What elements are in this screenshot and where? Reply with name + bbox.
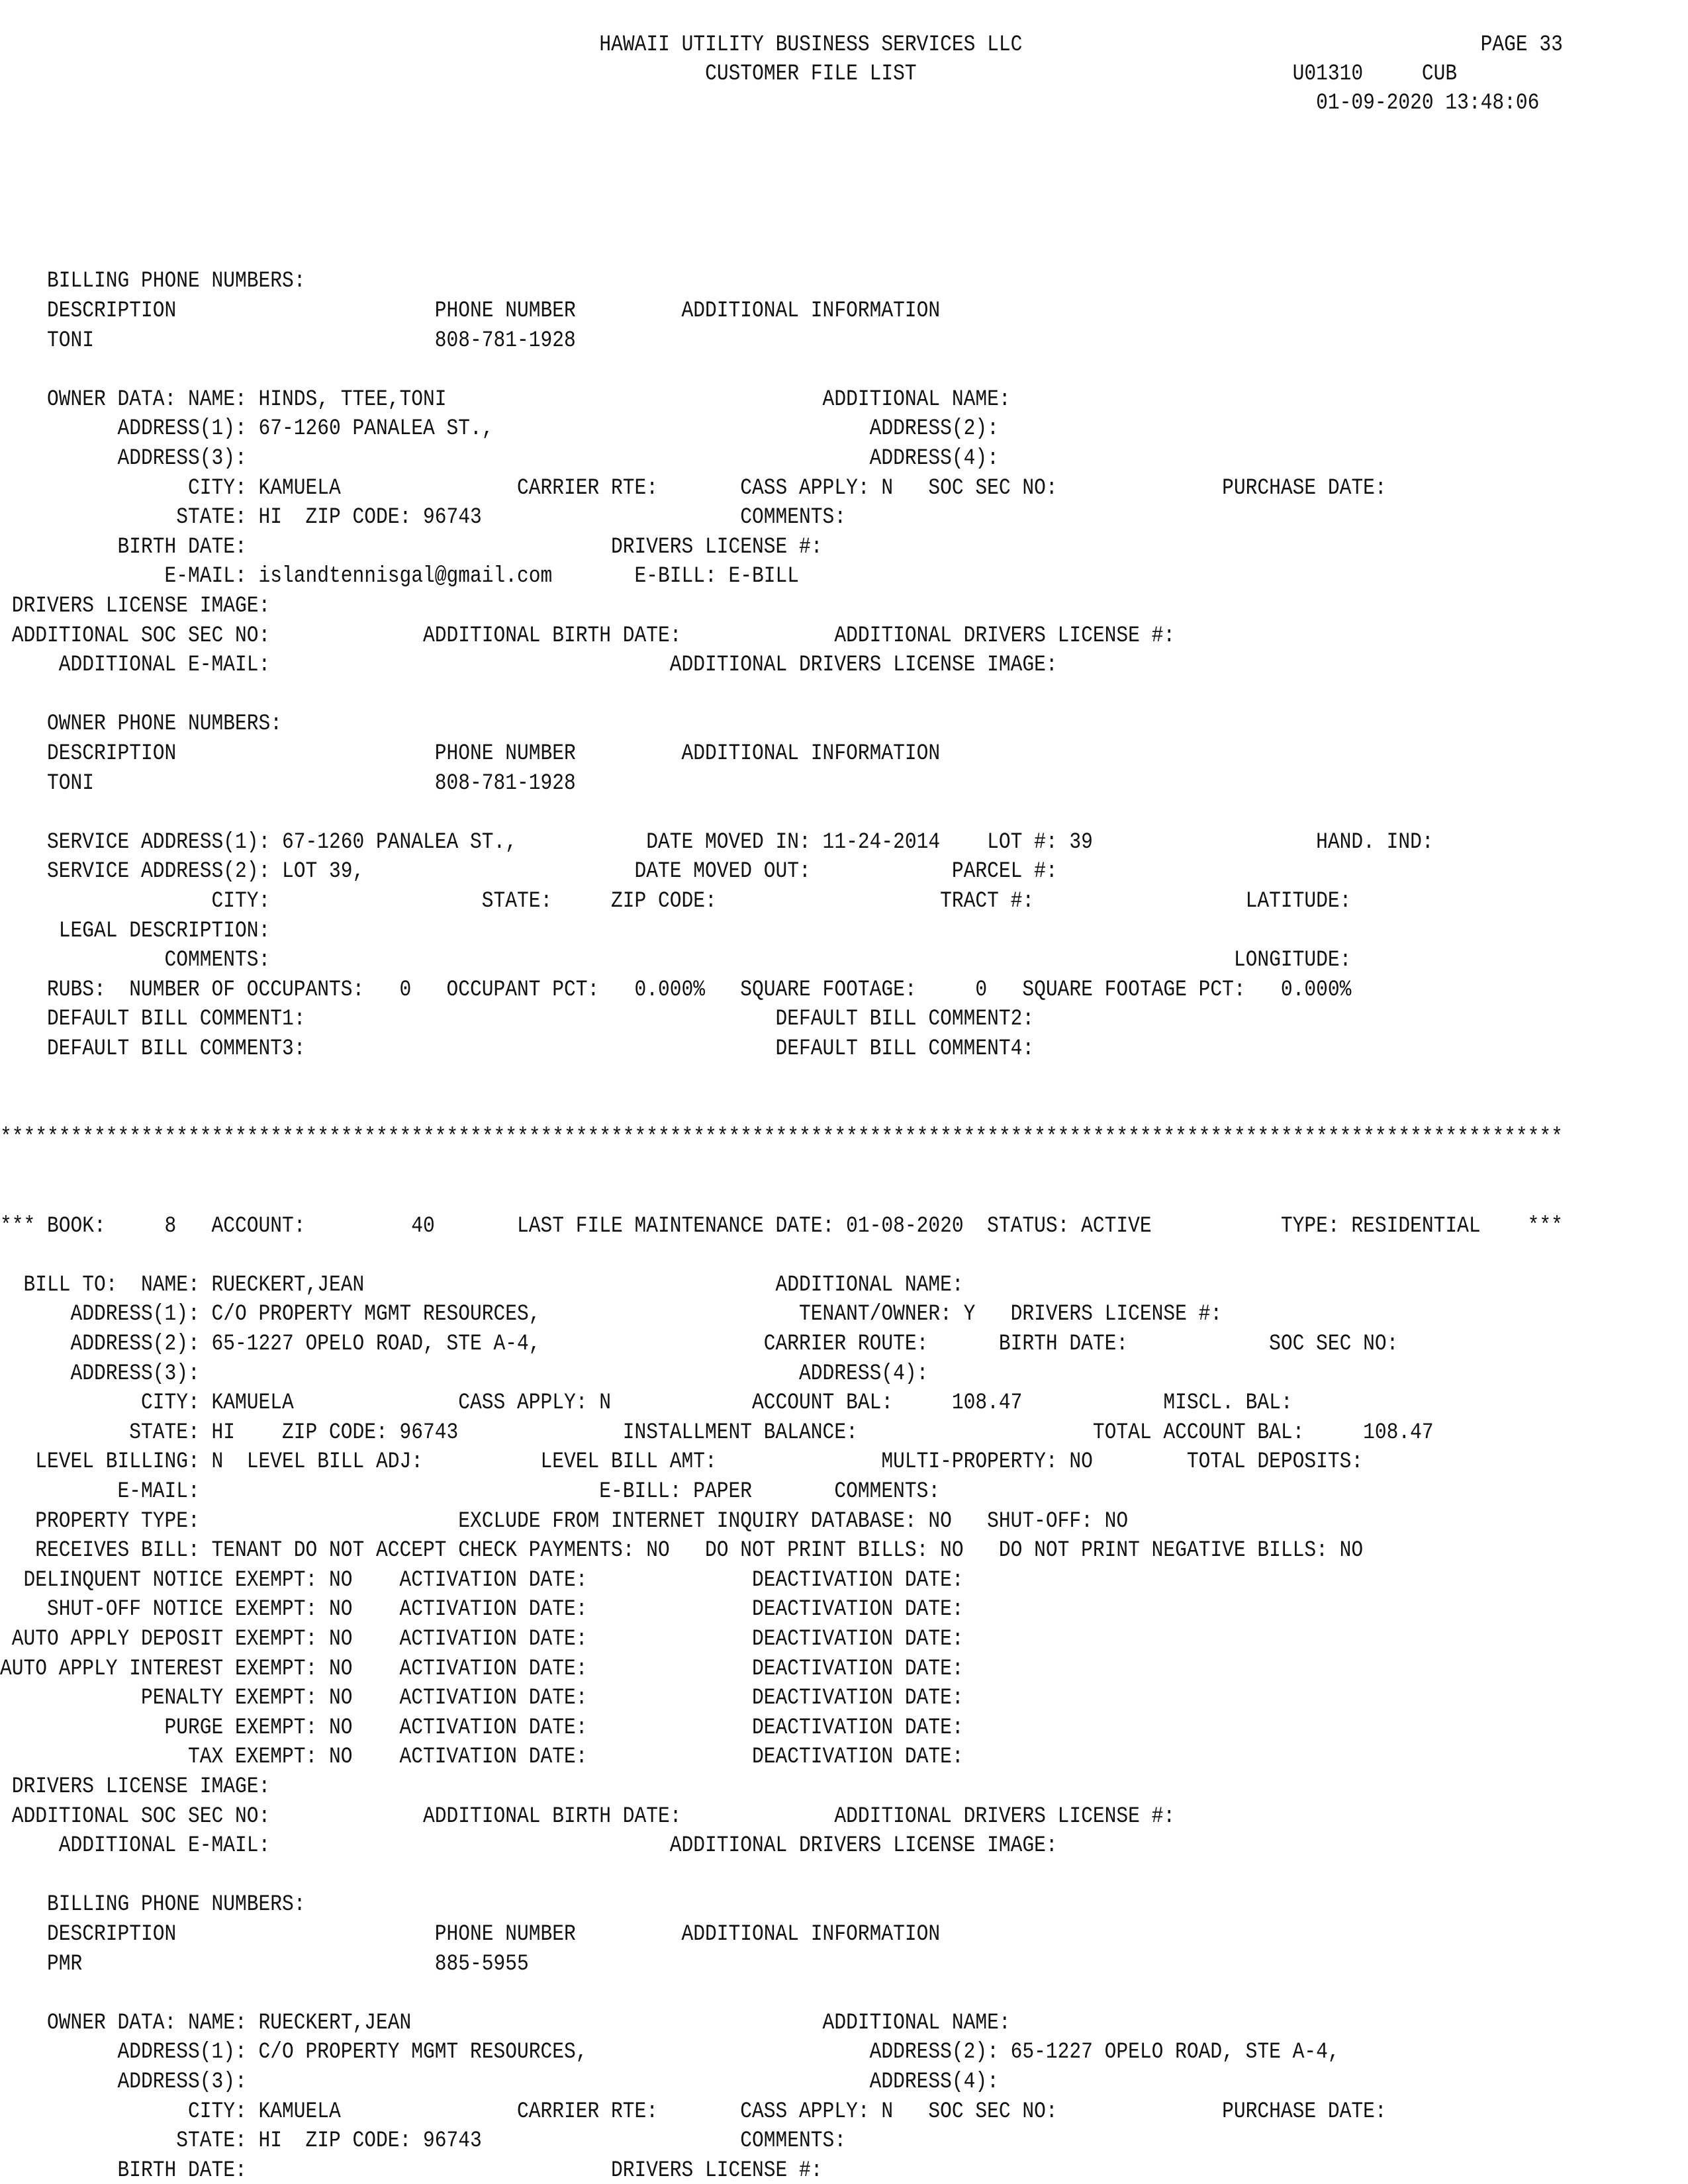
report-line: STATE: HI ZIP CODE: 96743 COMMENTS:	[0, 505, 847, 531]
report-line: E-MAIL: E-BILL: PAPER COMMENTS:	[0, 1479, 941, 1504]
report-line: BILLING PHONE NUMBERS:	[0, 1892, 306, 1918]
report-line: PENALTY EXEMPT: NO ACTIVATION DATE: DEACTIVATION DATE:	[0, 1686, 964, 1711]
report-line: BIRTH DATE: DRIVERS LICENSE #:	[0, 534, 823, 560]
report-line: CITY: KAMUELA CASS APPLY: N ACCOUNT BAL: 108.47 MISCL. BAL:	[0, 1390, 1293, 1416]
report-line: ADDRESS(3): ADDRESS(4):	[0, 1361, 929, 1387]
report-line: SERVICE ADDRESS(1): 67-1260 PANALEA ST., DATE MOVED IN: 11-24-2014 LOT #: 39 HAND. IND:	[0, 829, 1434, 855]
report-line: BILLING PHONE NUMBERS:	[0, 269, 306, 295]
report-line: DRIVERS LICENSE IMAGE:	[0, 594, 271, 619]
report-line	[0, 798, 1469, 827]
report-line: BILL TO: NAME: RUECKERT,JEAN ADDITIONAL NAME:	[0, 1272, 964, 1298]
report-line	[0, 1861, 1469, 1890]
report-line: *************************************************************************************************************************************	[0, 1124, 1563, 1150]
report-line: DESCRIPTION PHONE NUMBER ADDITIONAL INFORMATION	[0, 298, 941, 324]
company-name: HAWAII UTILITY BUSINESS SERVICES LLC	[599, 32, 1023, 58]
report-line: BIRTH DATE: DRIVERS LICENSE #:	[0, 2158, 823, 2183]
report-line: AUTO APPLY DEPOSIT EXEMPT: NO ACTIVATION DATE: DEACTIVATION DATE:	[0, 1627, 964, 1652]
report-line: E-MAIL: islandtennisgal@gmail.com E-BILL: E-BILL	[0, 564, 800, 590]
report-line: DEFAULT BILL COMMENT3: DEFAULT BILL COMMENT4:	[0, 1036, 1035, 1062]
report-line: ADDITIONAL E-MAIL: ADDITIONAL DRIVERS LICENSE IMAGE:	[0, 653, 1058, 678]
report-line: PROPERTY TYPE: EXCLUDE FROM INTERNET INQUIRY DATABASE: NO SHUT-OFF: NO	[0, 1508, 1129, 1534]
report-line: ADDRESS(1): 67-1260 PANALEA ST., ADDRESS(2):	[0, 416, 999, 442]
report-line: DELINQUENT NOTICE EXEMPT: NO ACTIVATION DATE: DEACTIVATION DATE:	[0, 1567, 964, 1593]
report-line: RECEIVES BILL: TENANT DO NOT ACCEPT CHECK PAYMENTS: NO DO NOT PRINT BILLS: NO DO NOT PRINT NEGATIVE BILLS: NO	[0, 1538, 1364, 1564]
report-line: CITY: STATE: ZIP CODE: TRACT #: LATITUDE:	[0, 889, 1352, 914]
report-line	[0, 208, 1469, 237]
report-line: OWNER DATA: NAME: RUECKERT,JEAN ADDITIONAL NAME:	[0, 2010, 1011, 2036]
report-line: DEFAULT BILL COMMENT1: DEFAULT BILL COMMENT2:	[0, 1007, 1035, 1032]
report-line: TAX EXEMPT: NO ACTIVATION DATE: DEACTIVATION DATE:	[0, 1745, 964, 1770]
report-line: STATE: HI ZIP CODE: 96743 COMMENTS:	[0, 2128, 847, 2154]
report-line	[0, 149, 1469, 178]
report-line: COMMENTS: LONGITUDE:	[0, 948, 1352, 974]
report-line: SHUT-OFF NOTICE EXEMPT: NO ACTIVATION DATE: DEACTIVATION DATE:	[0, 1597, 964, 1623]
report-line: ADDITIONAL SOC SEC NO: ADDITIONAL BIRTH DATE: ADDITIONAL DRIVERS LICENSE #:	[0, 623, 1176, 649]
report-line	[0, 680, 1469, 709]
page-number: PAGE 33	[1480, 32, 1563, 58]
report-line: ADDRESS(3): ADDRESS(4):	[0, 446, 999, 471]
report-line: ADDRESS(1): C/O PROPERTY MGMT RESOURCES, ADDRESS(2): 65-1227 OPELO ROAD, STE A-4,	[0, 2040, 1340, 2066]
report-line: SERVICE ADDRESS(2): LOT 39, DATE MOVED OUT: PARCEL #:	[0, 859, 1058, 885]
report-line: ADDRESS(1): C/O PROPERTY MGMT RESOURCES, TENANT/OWNER: Y DRIVERS LICENSE #:	[0, 1302, 1223, 1328]
report-line	[0, 90, 1469, 119]
report-line: CITY: KAMUELA CARRIER RTE: CASS APPLY: N SOC SEC NO: PURCHASE DATE:	[0, 475, 1387, 501]
report-line	[0, 1064, 1469, 1093]
report-line: ADDITIONAL E-MAIL: ADDITIONAL DRIVERS LICENSE IMAGE:	[0, 1833, 1058, 1859]
report-id: U01310	[1292, 62, 1364, 87]
report-title: CUSTOMER FILE LIST	[705, 62, 917, 87]
report-line: DRIVERS LICENSE IMAGE:	[0, 1774, 271, 1799]
report-line: TONI 808-781-1928	[0, 328, 576, 353]
report-line	[0, 1182, 1469, 1211]
report-line: LEVEL BILLING: N LEVEL BILL ADJ: LEVEL BILL AMT: MULTI-PROPERTY: NO TOTAL DEPOSITS:	[0, 1449, 1364, 1475]
report-line: OWNER DATA: NAME: HINDS, TTEE,TONI ADDITIONAL NAME:	[0, 387, 1011, 412]
report-timestamp: 01-09-2020 13:48:06	[1316, 91, 1540, 116]
report-line: ADDITIONAL SOC SEC NO: ADDITIONAL BIRTH DATE: ADDITIONAL DRIVERS LICENSE #:	[0, 1803, 1176, 1829]
report-line	[0, 355, 1469, 385]
report-line: LEGAL DESCRIPTION:	[0, 918, 271, 944]
report-line	[0, 1093, 1469, 1122]
report-line: OWNER PHONE NUMBERS:	[0, 711, 283, 737]
report-line: PMR 885-5955	[0, 1951, 529, 1977]
report-line	[0, 1152, 1469, 1181]
report-line	[0, 238, 1469, 267]
report-line	[0, 1241, 1469, 1270]
report-line: RUBS: NUMBER OF OCCUPANTS: 0 OCCUPANT PCT: 0.000% SQUARE FOOTAGE: 0 SQUARE FOOTAGE PCT: 0.000%	[0, 977, 1352, 1003]
report-line: TONI 808-781-1928	[0, 770, 576, 796]
report-line: DESCRIPTION PHONE NUMBER ADDITIONAL INFORMATION	[0, 1922, 941, 1947]
report-line: PURGE EXEMPT: NO ACTIVATION DATE: DEACTIVATION DATE:	[0, 1715, 964, 1741]
report-line: *** BOOK: 8 ACCOUNT: 40 LAST FILE MAINTENANCE DATE: 01-08-2020 STATUS: ACTIVE TYPE: RESIDENTIAL ***	[0, 1213, 1563, 1239]
report-line: CITY: KAMUELA CARRIER RTE: CASS APPLY: N SOC SEC NO: PURCHASE DATE:	[0, 2099, 1387, 2124]
report-line: STATE: HI ZIP CODE: 96743 INSTALLMENT BALANCE: TOTAL ACCOUNT BAL: 108.47	[0, 1420, 1434, 1445]
report-code: CUB	[1421, 62, 1458, 87]
report-line	[0, 119, 1469, 148]
report-line: AUTO APPLY INTEREST EXEMPT: NO ACTIVATION DATE: DEACTIVATION DATE:	[0, 1656, 964, 1682]
report-line: DESCRIPTION PHONE NUMBER ADDITIONAL INFORMATION	[0, 741, 941, 766]
report-line	[0, 1979, 1469, 2008]
report-line: ADDRESS(3): ADDRESS(4):	[0, 2070, 999, 2095]
report-line: ADDRESS(2): 65-1227 OPELO ROAD, STE A-4, CARRIER ROUTE: BIRTH DATE: SOC SEC NO:	[0, 1332, 1399, 1357]
report-line	[0, 179, 1469, 208]
